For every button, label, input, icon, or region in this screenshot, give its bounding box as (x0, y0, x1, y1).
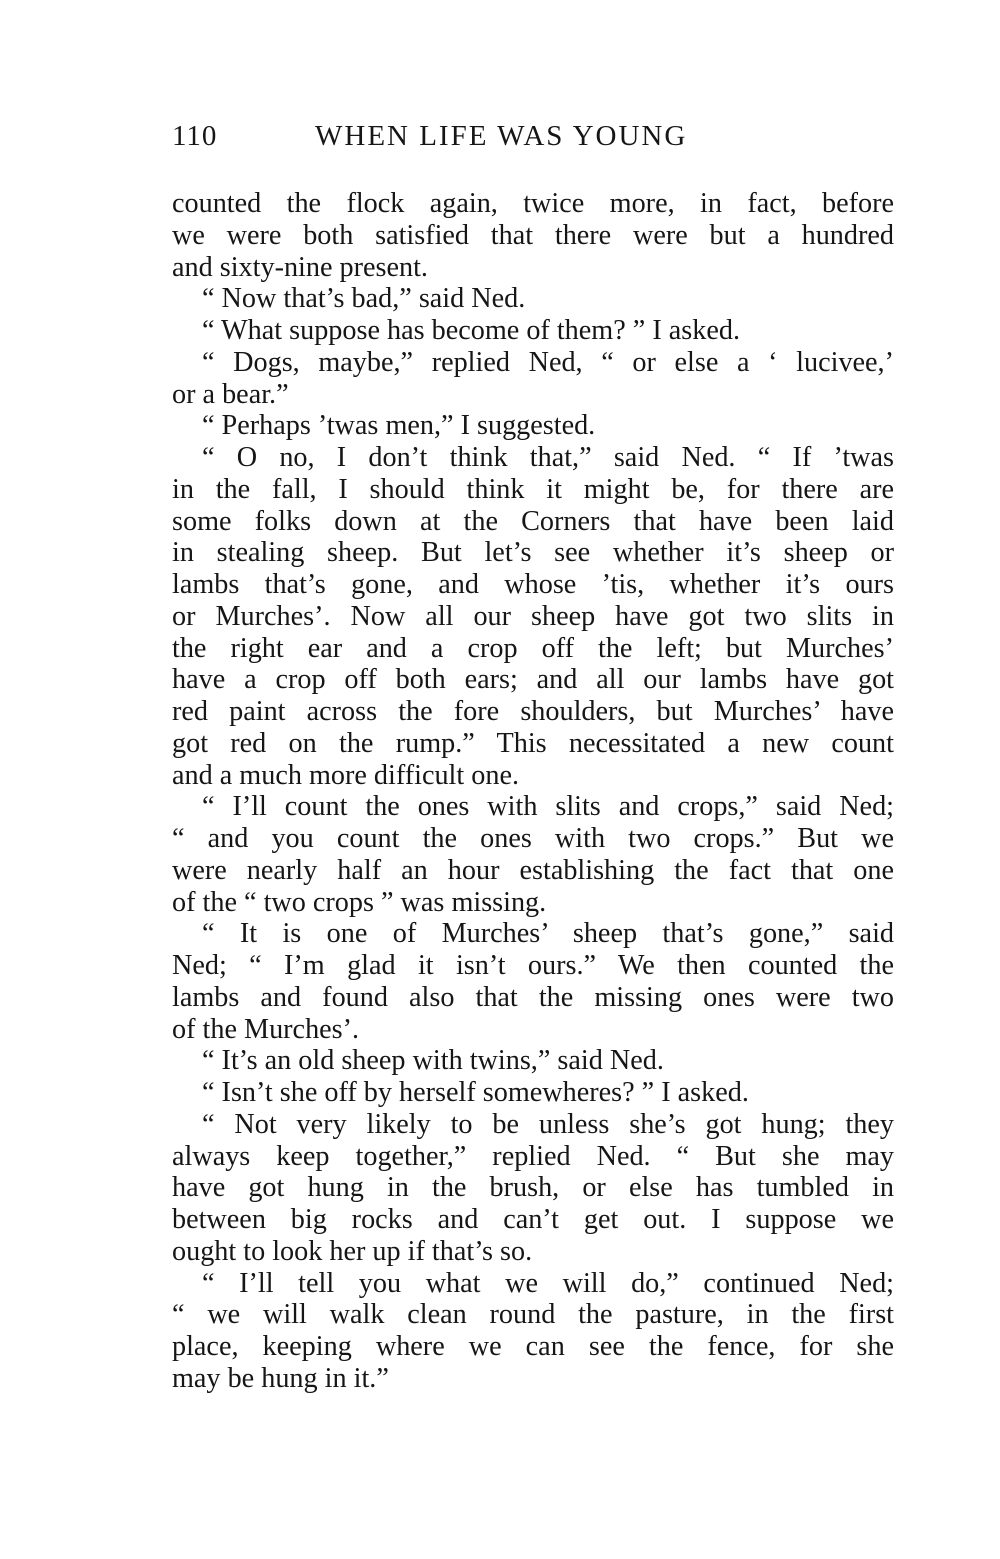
text-line: got red on the rump.” This necessitated a new count (172, 727, 894, 759)
text-line: place, keeping where we can see the fence, for she (172, 1331, 894, 1362)
text-line: “ Not very likely to be unless she’s got hung; they (202, 1108, 894, 1140)
text-line: or a bear.” (172, 378, 289, 410)
text-line: “ It is one of Murches’ sheep that’s gone,” said (202, 918, 894, 950)
text-line: always keep together,” replied Ned. “ But she may (172, 1140, 894, 1172)
book-title: WHEN LIFE WAS YOUNG (315, 120, 688, 152)
text-line: in the fall, I should think it might be, for there are (172, 473, 894, 505)
text-line: “ Dogs, maybe,” replied Ned, “ or else a ‘ lucivee,’ (202, 346, 894, 378)
text-line: “ Now that’s bad,” said Ned. (202, 283, 526, 315)
text-line: the right ear and a crop off the left; but Murches’ (172, 632, 894, 664)
text-line: “ I’ll tell you what we will do,” continued Ned; (202, 1267, 894, 1299)
text-line: of the “ two crops ” was missing. (172, 886, 547, 918)
body-text (172, 188, 894, 1395)
page-number: 110 (172, 120, 218, 152)
text-line: of the Murches’. (172, 1013, 360, 1045)
text-line: “ and you count the ones with two crops.” But we (172, 823, 894, 854)
text-line: ought to look her up if that’s so. (172, 1235, 533, 1267)
text-line: between big rocks and can’t get out. I suppose we (172, 1204, 894, 1235)
text-line: some folks down at the Corners that have been laid (172, 505, 894, 537)
text-line: have a crop off both ears; and all our lambs have got (172, 664, 894, 696)
text-line: “ O no, I don’t think that,” said Ned. “ If ’twas (202, 442, 894, 473)
running-head (172, 116, 762, 156)
text-line: and sixty-nine present. (172, 251, 428, 283)
text-line: or Murches’. Now all our sheep have got two slits in (172, 600, 894, 632)
text-line: were nearly half an hour establishing the fact that one (172, 854, 894, 886)
text-line: counted the flock again, twice more, in fact, before (172, 188, 894, 219)
text-line: may be hung in it.” (172, 1362, 389, 1394)
text-line: we were both satisfied that there were but a hundred (172, 219, 894, 251)
text-line: “ It’s an old sheep with twins,” said Ned. (202, 1045, 664, 1077)
text-line: have got hung in the brush, or else has tumbled in (172, 1172, 894, 1204)
text-line: lambs and found also that the missing ones were two (172, 981, 894, 1013)
text-line: and a much more difficult one. (172, 759, 520, 791)
text-line: “ What suppose has become of them? ” I asked. (202, 315, 740, 346)
text-line: lambs that’s gone, and whose ’tis, whether it’s ours (172, 569, 894, 600)
text-line: in stealing sheep. But let’s see whether it’s sheep or (172, 537, 894, 569)
text-line: “ Isn’t she off by herself somewheres? ” I asked. (202, 1077, 749, 1108)
text-line: “ I’ll count the ones with slits and crops,” said Ned; (202, 791, 894, 823)
text-line: red paint across the fore shoulders, but Murches’ have (172, 696, 894, 727)
text-line: “ Perhaps ’twas men,” I suggested. (202, 410, 596, 442)
text-line: Ned; “ I’m glad it isn’t ours.” We then counted the (172, 950, 894, 981)
text-line: “ we will walk clean round the pasture, in the first (172, 1299, 894, 1331)
